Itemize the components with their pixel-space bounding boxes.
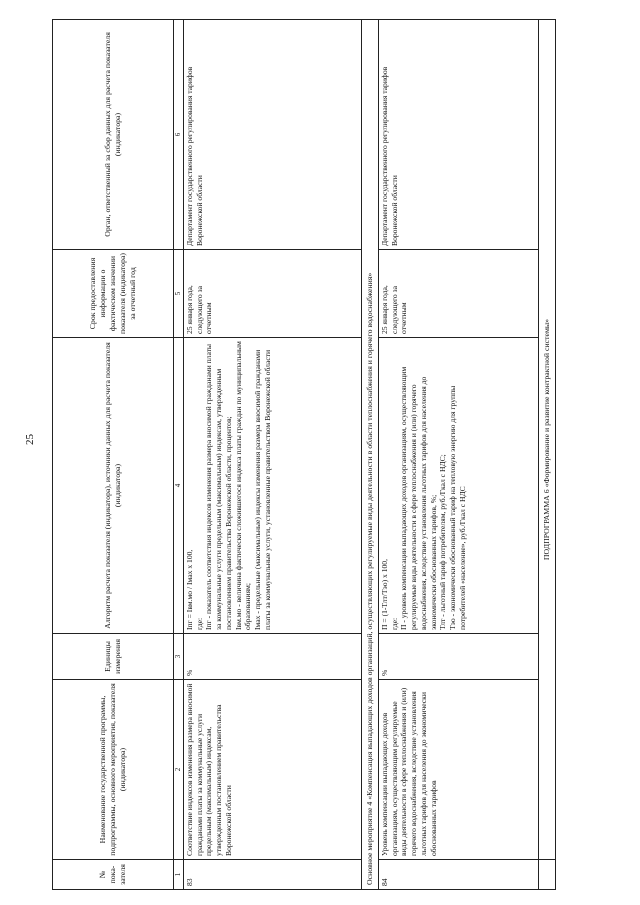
row-unit: %: [378, 634, 538, 680]
column-number-row: [174, 20, 184, 890]
subprogram-row: [538, 20, 555, 890]
table-header-row: [53, 20, 174, 890]
header-name: Наименование государственной программы, подпрограммы, основного мероприятия, показателя (индикатора): [53, 680, 174, 860]
formula-line: Iвм.мо - величина фактически сложившегося индекса платы граждан по муниципальным образованиям;: [233, 341, 253, 630]
column-number: 2: [174, 680, 184, 860]
header-deadline: Срок предоставления информации о фактическом значении показателя (индикатора) за отчетный год: [53, 250, 174, 338]
section-row: [362, 20, 379, 890]
formula-line: П - уровень компенсации выпадающих доходов организациям, осуществляющим регулируемые виды деятельности в сфере теплоснабжения и (или) горячего водоснабжения, вследствие установления льготных тарифов для населения до экономически обоснованных тарифов, %;: [399, 366, 438, 630]
header-num: № пока-зателя: [53, 860, 174, 890]
formula-line: Тлт - льготный тариф потребителям, руб./Гкал с НДС;: [438, 454, 448, 630]
table-row: [378, 20, 538, 890]
row-formula: [184, 338, 362, 634]
row-unit: %: [184, 634, 362, 680]
formula-line: Iпг = Iвм.мо / Iмах х 100,: [185, 549, 194, 630]
subprogram-6-title: ПОДПРОГРАММА 6 «Формирование и развитие контрактной системы»: [538, 20, 555, 860]
row-name: Уровень компенсации выпадающих доходов организациям, осуществляющим регулируемые виды деятельности в сфере теплоснабжения и (или) горячего водоснабжения, вследствие установления льготных тарифов для населения до экономически обоснованных тарифов: [378, 680, 538, 860]
header-formula: Алгоритм расчета показателя (индикатора), источники данных для расчета показателя (индикатора): [53, 338, 174, 634]
row-name: Соответствие индексов изменения размера вносимой гражданами платы за коммунальные услуги предельным (максимальным) индексам, утвержденным постановлением правительства Воронежской области: [184, 680, 362, 860]
formula-line: где:: [194, 617, 204, 630]
indicator-table: [52, 19, 556, 890]
header-organ: Орган, ответственный за сбор данных для расчета показателя (индикатора): [53, 20, 174, 250]
page-number: 25: [24, 434, 36, 445]
formula-line: Тэо - экономически обоснованный тариф на тепловую энергию для группы потребителей «население», руб./Гкал с НДС: [448, 385, 467, 630]
formula-line: П = (1-Тлт/Тэо) х 100,: [379, 558, 389, 630]
table-row: [184, 20, 362, 890]
header-unit: Единицы измерения: [53, 634, 174, 680]
column-number: 1: [174, 860, 184, 890]
formula-line: Iмах - предельные (максимальные) индексы изменения размера вносимой гражданами платы за коммунальные услуги, установленные правительством Воронежской области: [253, 349, 272, 630]
column-number: 6: [174, 20, 184, 250]
section-main4: Основное мероприятие 4 «Компенсация выпадающих доходов организаций, осуществляющих регулируемые виды деятельности в области теплоснабжения и горячего водоснабжения»: [362, 20, 379, 890]
formula-line: Iпг - показатель соответствия индексов изменения размера вносимой гражданами платы за коммунальные услуги предельным (максимальным) индексам, утвержденным постановлением правительства Воронежской области, процентов;: [204, 343, 233, 630]
row-formula: [378, 338, 538, 634]
column-number: 5: [174, 250, 184, 338]
row-organ: Департамент государственного регулирования тарифов Воронежской области: [184, 20, 362, 250]
row-deadline: 25 января года, следующего за отчетным: [378, 250, 538, 338]
formula-line: где:: [389, 617, 399, 630]
row-num: 83: [184, 860, 362, 890]
row-deadline: 25 января года, следующего за отчетным: [184, 250, 362, 338]
column-number: 4: [174, 338, 184, 634]
document-sheet: [52, 20, 632, 890]
row-organ: Департамент государственного регулирования тарифов Воронежской области: [378, 20, 538, 250]
row-num: 84: [378, 860, 538, 890]
column-number: 3: [174, 634, 184, 680]
